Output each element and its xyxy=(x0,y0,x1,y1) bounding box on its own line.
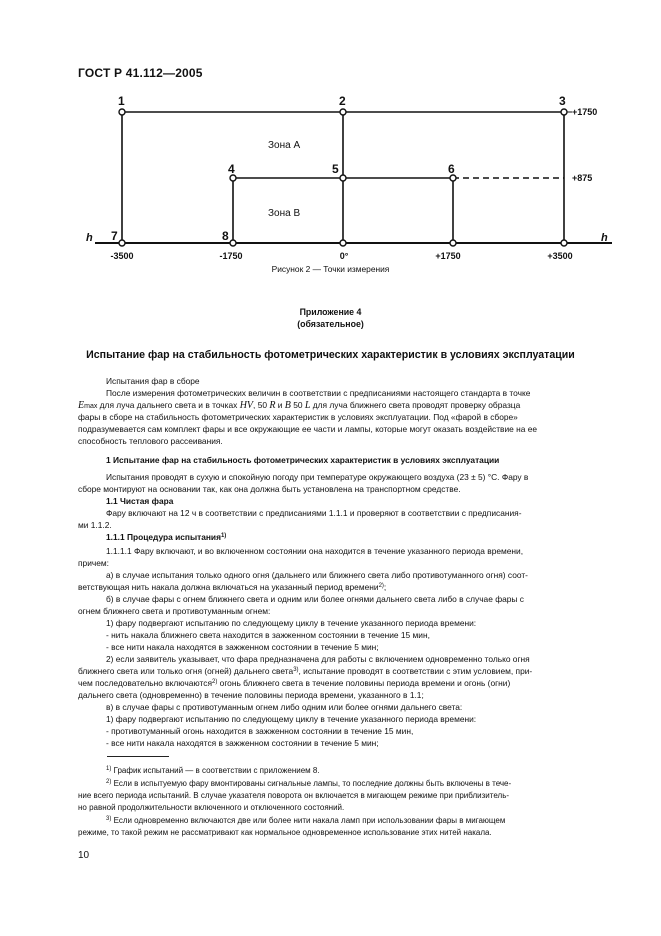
footnote-ref-1: 1) xyxy=(220,533,227,539)
axis-1750-marker xyxy=(450,240,456,246)
item-b2-line-3: чем последовательно включаются$^{2)}$ огонь ближнего света в течение половины периода времени и огонь (огни) xyxy=(78,678,511,688)
item-v1-line-2: - противотуманный огонь находится в зажженном состоянии в течение 15 мин, xyxy=(106,726,414,736)
section-1-1-1-1-line-2: причем: xyxy=(78,558,109,568)
h-label-left: h xyxy=(86,232,93,244)
section-1-1-line-1: Фару включают на 12 ч в соответствии с предписаниями 1.1.1 и проверяют в соответствии с предписания- xyxy=(106,508,522,518)
section-1-1-1-1-line-1: 1.1.1.1 Фару включают, и во включенном состоянии она находится в течение указанного периода времени, xyxy=(106,546,524,556)
point-label-7: 7 xyxy=(111,229,118,243)
intro-line-4: подразумевается сам комплект фары и все окружающие ее части и лампы, которые могут оказать воздействие на ее xyxy=(78,424,538,434)
item-v1-line-1: 1) фару подвергают испытанию по следующему циклу в течение указанного периода времени: xyxy=(106,714,477,724)
section-1-1-line-2: ми 1.1.2. xyxy=(78,520,112,530)
document-code: ГОСТ Р 41.112—2005 xyxy=(78,66,203,80)
footnote-2-line-1: $^{2)}$ Если в испытуемую фару вмонтированы сигнальные лампы, то последние должны быть включены в тече- xyxy=(106,779,512,788)
point-label-2: 2 xyxy=(339,94,346,108)
x-tick-minus-3500: -3500 xyxy=(110,251,134,261)
point-1-marker xyxy=(119,109,125,115)
intro-line-5: способность теплового рассеивания. xyxy=(78,436,223,446)
intro-line-2: Emax для луча дальнего света и в точках HV, 50 R и B 50 L для луча ближнего света проводят проверку образца xyxy=(78,400,521,411)
footnote-ref-2: 2) xyxy=(378,583,384,589)
intro-heading: Испытания фар в сборе xyxy=(106,376,200,386)
right-label-1750: +1750 xyxy=(572,107,598,117)
point-5-marker xyxy=(340,175,346,181)
h-label-right: h xyxy=(601,232,608,244)
point-3-marker xyxy=(561,109,567,115)
item-b-line-1: б) в случае фары с огнем ближнего света и одним или более огнями дальнего света либо в случае фары с xyxy=(106,594,524,604)
main-title: Испытание фар на стабильность фотометрических характеристик в условиях эксплуатации xyxy=(86,349,575,361)
item-v-line-1: в) в случае фары с противотуманным огнем либо одним или более огнями дальнего света: xyxy=(106,702,463,712)
origin-marker xyxy=(340,240,346,246)
section-1-line-1: Испытания проводят в сухую и спокойную погоду при температуре окружающего воздуха (23 ± 5) °С. Фару в xyxy=(106,472,529,482)
zone-a-label: Зона A xyxy=(268,140,301,151)
item-b2-line-2: ближнего света или только огня (огней) дальнего света$^{3)}$, испытание проводят в соответствии с этим условием, при- xyxy=(78,666,533,676)
point-8-marker xyxy=(230,240,236,246)
footnote-3-line-1: $^{3)}$ Если одновременно включаются две или более нити накала ламп при использовании фары в мигающем xyxy=(106,816,506,825)
footnote-2-line-2: ние всего периода испытаний. В случае указателя поворота он включается в мигающем режиме при приблизитель- xyxy=(78,791,510,800)
emax-symbol: E xyxy=(78,400,85,411)
zone-b-label: Зона B xyxy=(268,208,301,219)
footnote-3-line-2: режиме, то такой режим не рассматривают как нормальное одновременное использование этих нитей накала. xyxy=(78,828,492,837)
measurement-points-diagram xyxy=(0,0,661,300)
point-7-marker xyxy=(119,240,125,246)
item-b1-line-3: - все нити накала находятся в зажженном состоянии в течение 5 мин; xyxy=(106,642,379,652)
figure-caption: Рисунок 2 — Точки измерения xyxy=(271,264,390,274)
item-b1-line-1: 1) фару подвергают испытанию по следующему циклу в течение указанного периода времени: xyxy=(106,618,477,628)
section-1-heading: 1 Испытание фар на стабильность фотометрических характеристик в условиях эксплуатации xyxy=(106,455,500,465)
point-label-3: 3 xyxy=(559,94,566,108)
right-label-875: +875 xyxy=(572,173,593,183)
footnote-2-line-3: но равной продолжительности включенного и отключенного состояний. xyxy=(78,803,345,812)
point-label-5: 5 xyxy=(332,162,339,176)
axis-3500-marker xyxy=(561,240,567,246)
emax-subscript: max xyxy=(84,403,98,410)
item-a-line-2: ветствующая нить накала должна включаться на указанный период времени$^{2)}$; xyxy=(78,582,387,592)
point-2-marker xyxy=(340,109,346,115)
item-a-line-1: а) в случае испытания только одного огня (дальнего или ближнего света либо противотуманного огня) соот- xyxy=(106,570,528,580)
footnote-ref-2b: 2) xyxy=(211,679,218,685)
page-number: 10 xyxy=(78,850,90,861)
item-v1-line-3: - все нити накала находятся в зажженном состоянии в течение 5 мин; xyxy=(106,738,379,748)
footnote-ref-3: 3) xyxy=(293,667,299,673)
point-label-1: 1 xyxy=(118,94,125,108)
x-tick-minus-1750: -1750 xyxy=(219,251,243,261)
section-1-1-1-heading: 1.1.1 Процедура испытания$^{1)}$ xyxy=(106,532,227,542)
intro-line-1: После измерения фотометрических величин в соответствии с предписаниями настоящего стандарта в точке xyxy=(106,388,531,398)
point-label-4: 4 xyxy=(228,162,235,176)
item-b-line-2: огнем ближнего света и противотуманным огнем: xyxy=(78,606,271,616)
item-b2-line-1: 2) если заявитель указывает, что фара предназначена для работы с включением одновременно только огня xyxy=(106,654,530,664)
footnote-separator xyxy=(107,756,169,757)
x-tick-zero: 0° xyxy=(339,251,349,261)
section-1-1-heading: 1.1 Чистая фара xyxy=(106,496,174,506)
x-tick-plus-3500: +3500 xyxy=(547,251,573,261)
point-label-8: 8 xyxy=(222,229,229,243)
footnote-1: $^{1)}$ График испытаний — в соответствии с приложением 8. xyxy=(106,766,320,775)
section-1-line-2: сборе монтируют на основании так, как она должна быть установлена на транспортном средстве. xyxy=(78,484,461,494)
x-tick-plus-1750: +1750 xyxy=(435,251,461,261)
intro-line-3: фары в сборе на стабильность фотометрических характеристик в условиях эксплуатации. Под «фарой в сборе» xyxy=(78,412,518,422)
appendix-title: Приложение 4 xyxy=(299,307,362,317)
appendix-status: (обязательное) xyxy=(297,319,364,329)
point-label-6: 6 xyxy=(448,162,455,176)
item-b1-line-2: - нить накала ближнего света находится в зажженном состоянии в течение 15 мин, xyxy=(106,630,430,640)
item-b2-line-4: дальнего света (одновременно) в течение половины периода времени, указанного в 1.1; xyxy=(78,690,424,700)
